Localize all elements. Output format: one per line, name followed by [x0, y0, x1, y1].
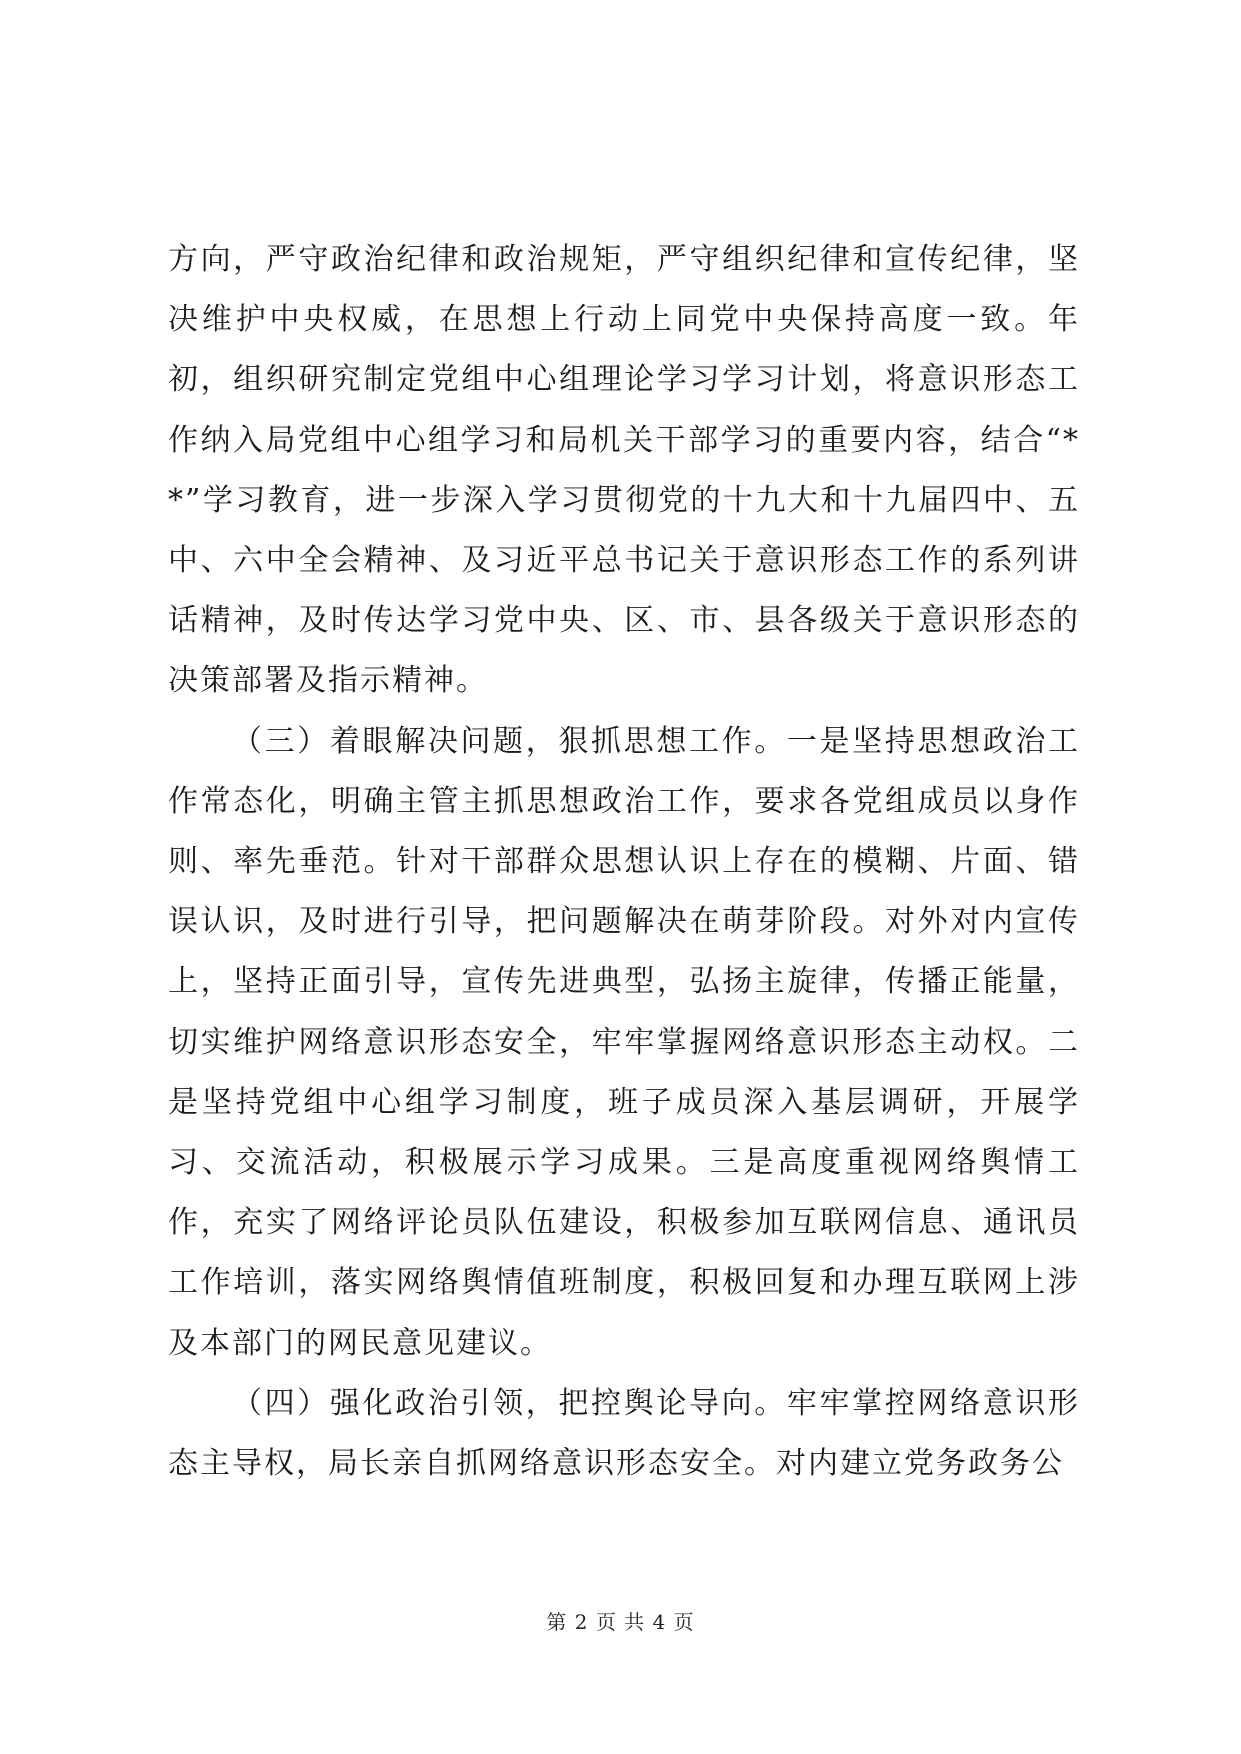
paragraph-1: 方向，严守政治纪律和政治规矩，严守组织纪律和宣传纪律，坚决维护中央权威，在思想上行动上同党中央保持高度一致。年初，组织研究制定党组中心组理论学习学习计划，将意识形态工作纳入局党组中心组学习和局机关干部学习的重要内容，结合“**”学习教育，进一步深入学习贯彻党的十九大和十九届四中、五中、六中全会精神、及习近平总书记关于意识形态工作的系列讲话精神，及时传达学习党中央、区、市、县各级关于意识形态的决策部署及指示精神。	[168, 242, 1080, 699]
document-body	[168, 230, 1080, 1494]
paragraph-2: （三）着眼解决问题，狠抓思想工作。一是坚持思想政治工作常态化，明确主管主抓思想政治工作，要求各党组成员以身作则、率先垂范。针对干部群众思想认识上存在的模糊、片面、错误认识，及时进行引导，把问题解决在萌芽阶段。对外对内宣传上，坚持正面引导，宣传先进典型，弘扬主旋律，传播正能量，切实维护网络意识形态安全，牢牢掌握网络意识形态主动权。二是坚持党组中心组学习制度，班子成员深入基层调研，开展学习、交流活动，积极展示学习成果。三是高度重视网络舆情工作，充实了网络评论员队伍建设，积极参加互联网信息、通讯员工作培训，落实网络舆情值班制度，积极回复和办理互联网上涉及本部门的网民意见建议。	[168, 723, 1080, 1361]
paragraph-3: （四）强化政治引领，把控舆论导向。牢牢掌控网络意识形态主导权，局长亲自抓网络意识形态安全。对内建立党务政务公	[168, 1385, 1080, 1482]
page-footer: 第 2 页 共 4 页	[546, 1610, 695, 1634]
